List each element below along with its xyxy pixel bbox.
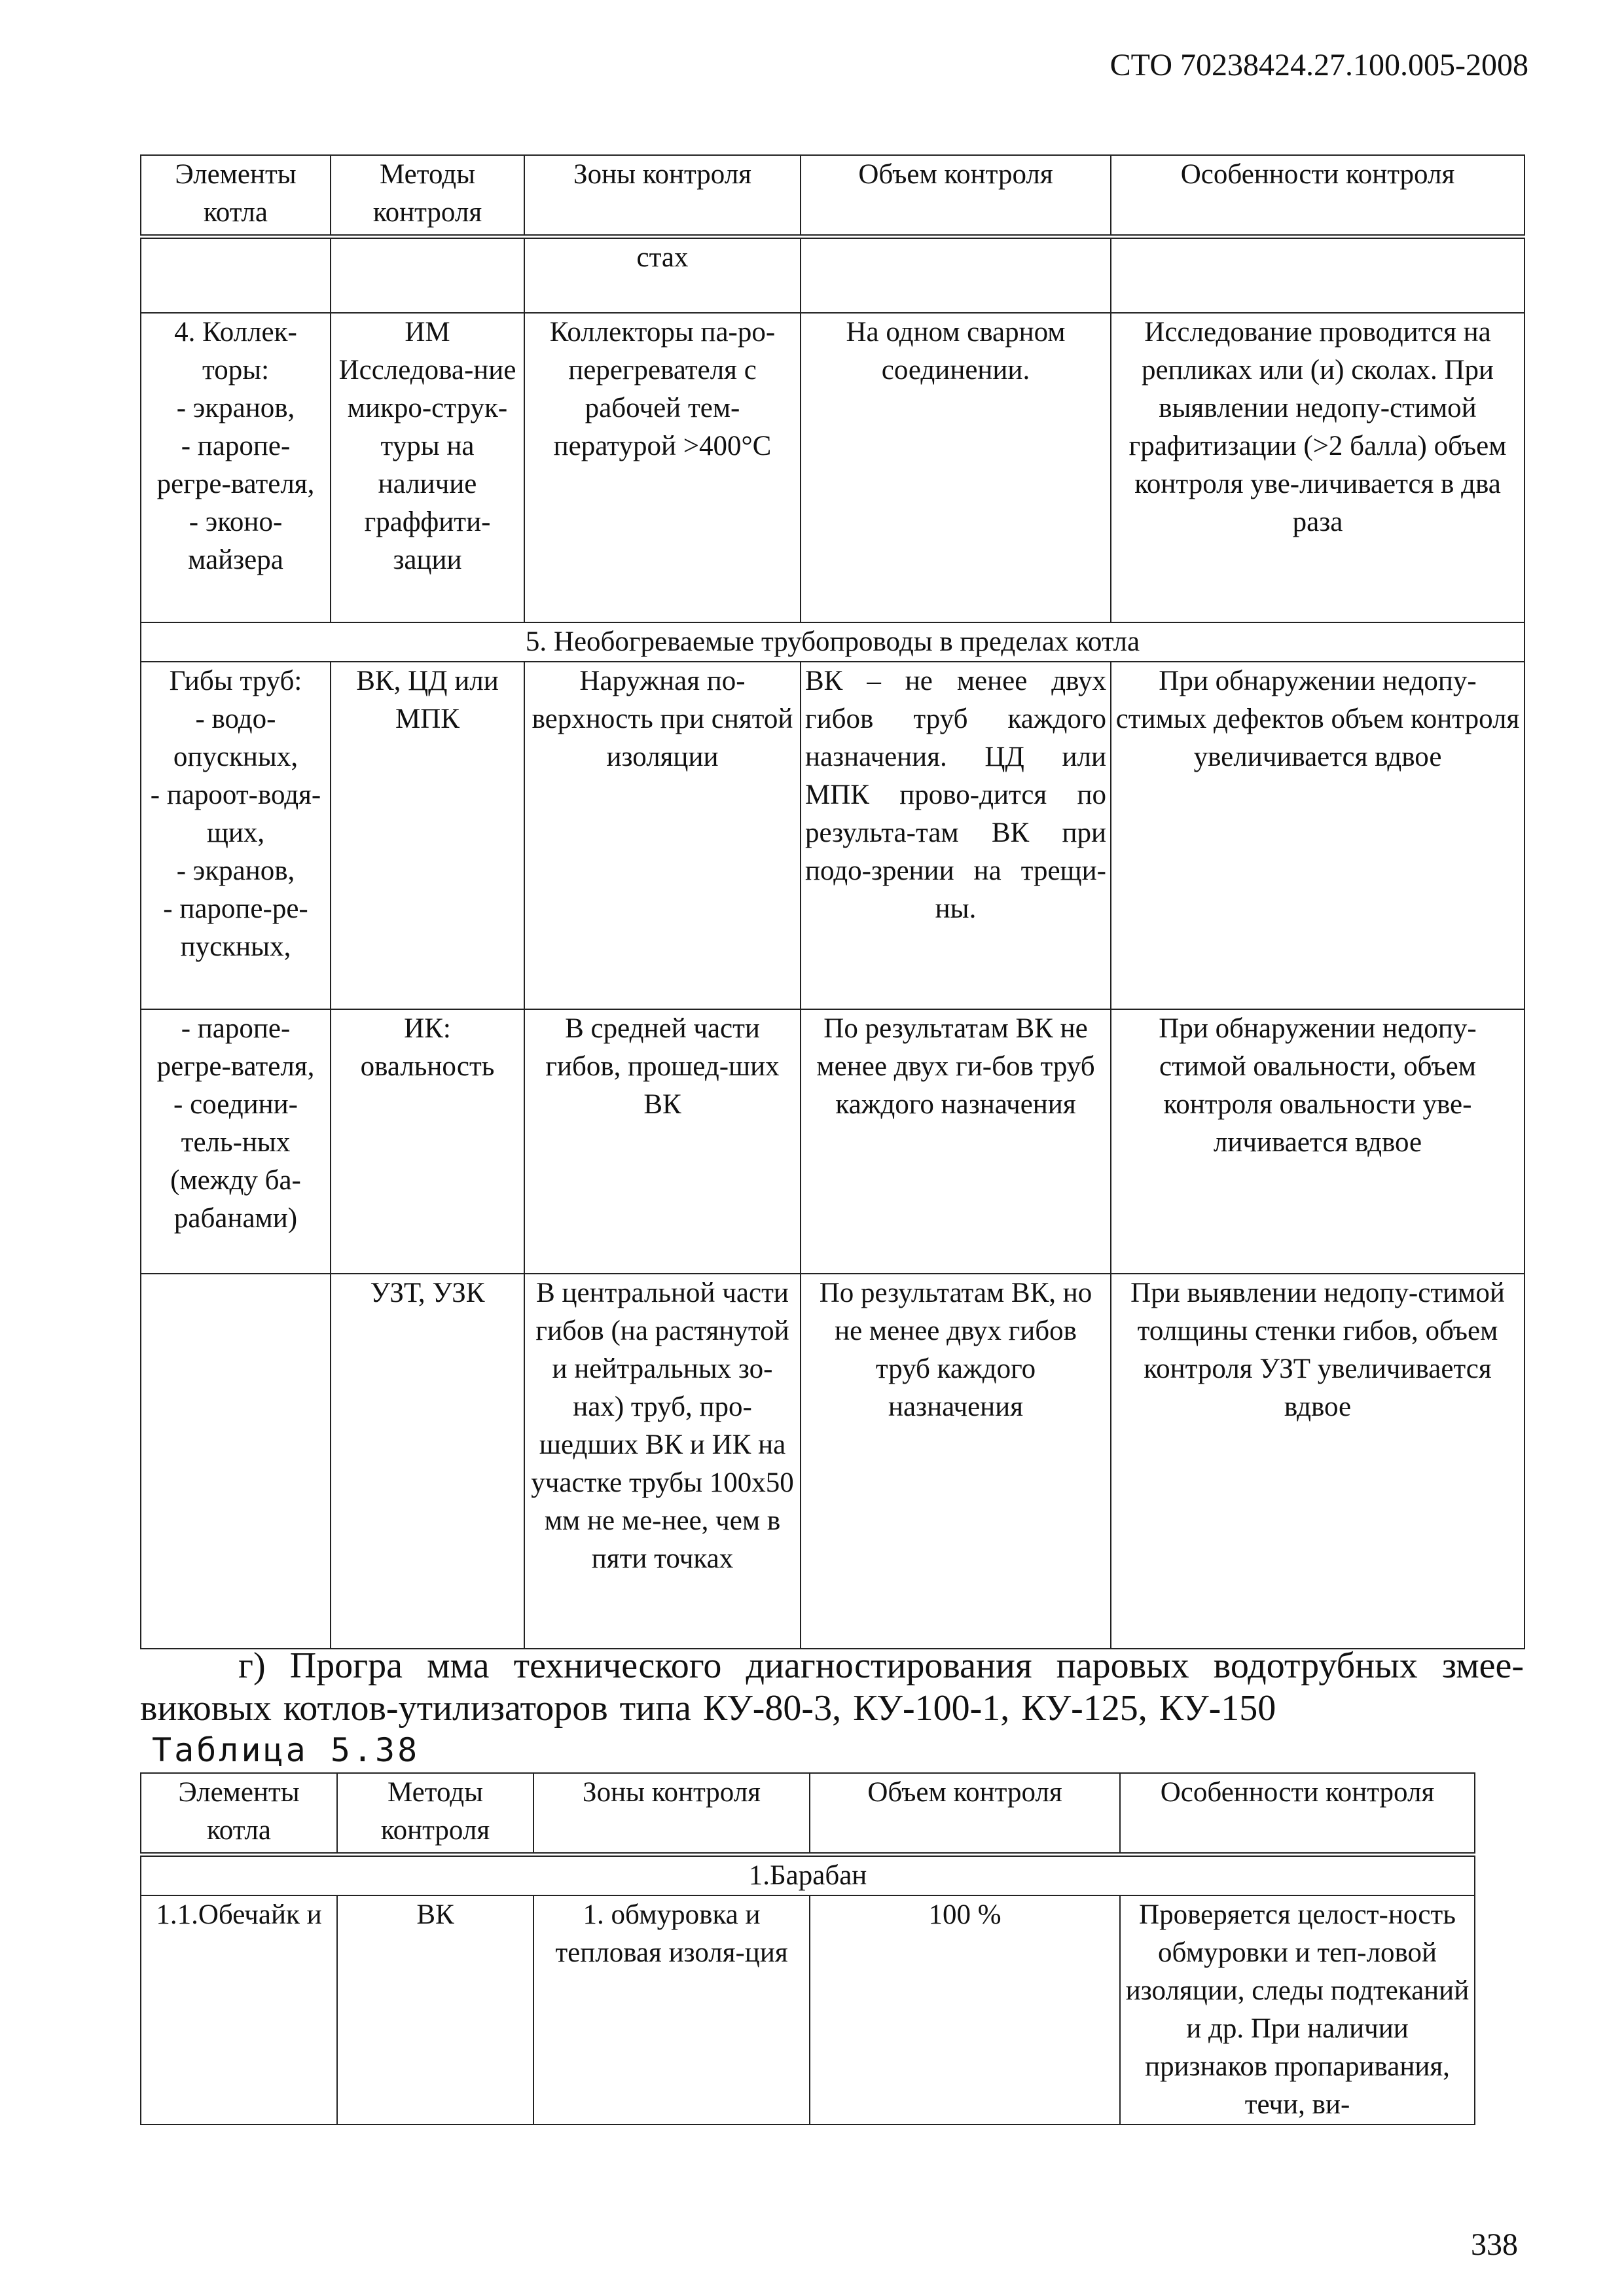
cell-zone: В средней части гибов, прошед-ших ВК (524, 1009, 801, 1274)
col-header-elements: Элементы котла (141, 155, 331, 237)
cell-zone: В центральной части гибов (на растянутой и нейтральных зо-нах) труб, про-шедших ВК и ИК на участке трубы 100х50 мм не ме-нее, чем в пяти точках (524, 1274, 801, 1649)
section-row (141, 622, 1525, 662)
col-header-methods: Методы контроля (337, 1773, 533, 1855)
inspection-table-continued (140, 154, 1525, 1649)
cell-zone: Наружная по-верхность при снятой изоляции (524, 662, 801, 1009)
cell-zone: Коллекторы па-ро-перегревателя с рабочей тем-пературой >400°С (524, 313, 801, 622)
col-header-notes: Особенности контроля (1120, 1773, 1475, 1855)
table-row-ovality (141, 1009, 1525, 1274)
cell-volume: 100 % (810, 1895, 1120, 2125)
cell-notes: Исследование проводится на репликах или (и) сколах. При выявлении недопу-стимой графитизации (>2 балла) объем контроля уве-личивается в два раза (1111, 313, 1525, 622)
cell-volume: По результатам ВК, но не менее двух гибов труб каждого назначения (801, 1274, 1111, 1649)
cell-zone: 1. обмуровка и тепловая изоля-ция (533, 1895, 810, 2125)
table-caption: Таблица 5.38 (152, 1731, 420, 1769)
col-header-elements: Элементы котла (141, 1773, 337, 1855)
cell-element: 4. Коллек-торы: - экранов, - паропе-регре-вателя, - эконо-майзера (141, 313, 331, 622)
cell-notes: При выявлении недопу-стимой толщины стенки гибов, объем контроля УЗТ увеличивается вдвое (1111, 1274, 1525, 1649)
cell-notes: Проверяется целост-ность обмуровки и теп-ловой изоляции, следы подтеканий и др. При наличии признаков пропаривания, течи, ви- (1120, 1895, 1475, 2125)
table-header-row (141, 1773, 1475, 1855)
col-header-notes: Особенности контроля (1111, 155, 1525, 237)
table-row-bends (141, 662, 1525, 1009)
cell-volume: По результатам ВК не менее двух ги-бов труб каждого назначения (801, 1009, 1111, 1274)
table-row (141, 237, 1525, 313)
table-row-ultrasonic (141, 1274, 1525, 1649)
document-code: СТО 70238424.27.100.005-2008 (1110, 48, 1528, 82)
col-header-zones: Зоны контроля (524, 155, 801, 237)
section-title: 1.Барабан (141, 1855, 1475, 1896)
col-header-volume: Объем контроля (801, 155, 1111, 237)
cell-method (331, 237, 524, 313)
section-title: 5. Необогреваемые трубопроводы в пределах котла (141, 622, 1525, 662)
cell-notes (1111, 237, 1525, 313)
cell-volume: ВК – не менее двух гибов труб каждого назначения. ЦД или МПК прово-дится по результа-там ВК при подо-зрении на трещи-ны. (801, 662, 1111, 1009)
section-paragraph: г) Програ мма технического диагностирования паровых водотрубных змее-виковых котлов-утилизаторов типа КУ-80-3, КУ-100-1, КУ-125, КУ-150 (140, 1645, 1524, 1729)
cell-volume: На одном сварном соединении. (801, 313, 1111, 622)
cell-zone: стах (524, 237, 801, 313)
cell-method: ВК (337, 1895, 533, 2125)
col-header-volume: Объем контроля (810, 1773, 1120, 1855)
cell-method: ВК, ЦД или МПК (331, 662, 524, 1009)
col-header-methods: Методы контроля (331, 155, 524, 237)
table-row-shells (141, 1895, 1475, 2125)
cell-element: 1.1.Обечайк и (141, 1895, 337, 2125)
cell-element (141, 1274, 331, 1649)
cell-notes: При обнаружении недопу-стимых дефектов объем контроля увеличивается вдвое (1111, 662, 1525, 1009)
cell-method: ИМ Исследова-ние микро-струк-туры на наличие граффити-зации (331, 313, 524, 622)
cell-element (141, 237, 331, 313)
cell-notes: При обнаружении недопу-стимой овальности, объем контроля овальности уве-личивается вдвое (1111, 1009, 1525, 1274)
cell-volume (801, 237, 1111, 313)
cell-element: - паропе-регре-вателя, - соедини-тель-ных (между ба-рабанами) (141, 1009, 331, 1274)
cell-element: Гибы труб: - водо-опускных, - пароот-водя-щих, - экранов, - паропе-ре-пускных, (141, 662, 331, 1009)
cell-method: УЗТ, УЗК (331, 1274, 524, 1649)
page-number: 338 (1471, 2227, 1518, 2262)
inspection-table-5-38 (140, 1772, 1475, 2125)
cell-method: ИК: овальность (331, 1009, 524, 1274)
section-row (141, 1855, 1475, 1896)
table-header-row (141, 155, 1525, 237)
col-header-zones: Зоны контроля (533, 1773, 810, 1855)
table-row-collectors (141, 313, 1525, 622)
